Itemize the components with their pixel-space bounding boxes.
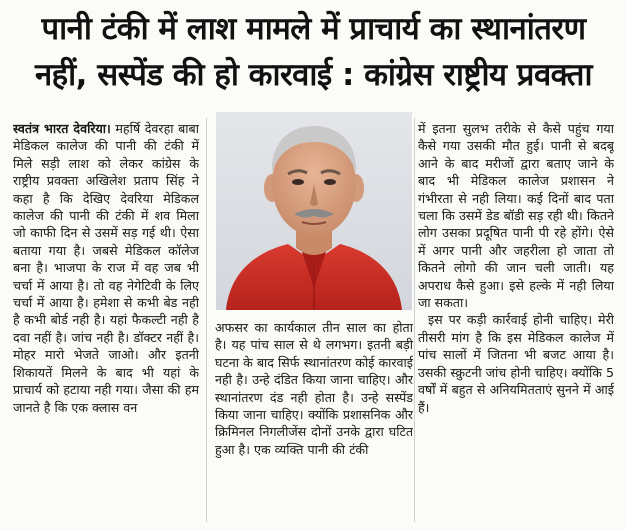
headline bbox=[0, 6, 627, 98]
column-2-text: अफसर का कार्यकाल तीन साल का होता है। यह पांच साल से थे लगभग। इतनी बड़ी घटना के बाद सिर्फ स्थानांतरण कोई कारवाई नही है। उन्हे दंडित किया जाना चाहिए। और स्थानांतरण दंड नही होता है। उन्हे सस्पेंड किया जाना चाहिए। क्योंकि प्रशासनिक और क्रिमिनल निगलीजेंस दोनों उनके द्वारा घटित हुआ है। एक व्यक्ति पानी की टंकी bbox=[215, 320, 413, 457]
column-3-paragraph-1: में इतना सुलभ तरीके से कैसे पहुंच गया कैसे गया उसकी मौत हुई। पानी से बदबू आने के बाद मरीजों द्वारा बताए जाने के बाद भी मेडिकल कालेज प्रशासन ने गंभीरता से नही लिया। कई दिनों बाद पता चला कि उसमें डेड बॉडी सड़ रही थी। कितने लोग उसका प्रदूषित पानी पी रहे होंगे। ऐसे में अगर पानी और जहरीला हो जाता तो कितने लोगो की जान चली जाती। यह अपराध कैसे हुआ। इसे हल्के में नही लिया जा सकता। bbox=[418, 121, 614, 311]
column-divider bbox=[414, 118, 415, 522]
headline-line-1: पानी टंकी में लाश मामले में प्राचार्य का स्थानांतरण bbox=[41, 11, 586, 47]
article-column-3 bbox=[418, 120, 614, 516]
column-1-text: महर्षि देवरहा बाबा मेडिकल कालेज की पानी की टंकी में मिले सड़ी लाश को लेकर कांग्रेस के राष्ट्रीय प्रवक्ता अखिलेश प्रताप सिंह ने कहा है कि देखिए देवरिया मेडिकल कालेज की पानी की टंकी में शव मिला जो काफी दिन से उसमें सड़ गई थी। ऐसा बताया गया है। जबसे मेडिकल कॉलेज बना है। भाजपा के राज में वह जब भी चर्चा में आया है। तो वह नेगेटिवी के लिए चर्चा में आया है। हमेशा से कभी बेड नही है कभी बोर्ड नही है। यहां फैकल्टी नही है दवा नहीं है। जांच नही है। डॉक्टर नहीं है। मोहर मारो भेजते जाओ। और इतनी शिकायतें मिलने के बाद भी यहां के प्राचार्य को हटाया नही गया। जैसा की हम जानते है कि एक क्लास वन bbox=[13, 121, 199, 415]
article-column-1 bbox=[13, 120, 199, 522]
column-divider bbox=[206, 118, 207, 522]
column-3-paragraph-2: इस पर कड़ी कार्रवाई होनी चाहिए। मेरी तीसरी मांग है कि इस मेडिकल कालेज में पांच सालों में जितना भी बजट आया है। उसकी स्क्रुटनी जांच होनी चाहिए। क्योंकि 5 वर्षों में बहुत से अनियमितताएं सुनने में आई हैं। bbox=[418, 312, 614, 415]
spokesperson-portrait bbox=[216, 112, 412, 310]
spokesperson-photo bbox=[216, 112, 412, 310]
article-column-2 bbox=[215, 319, 413, 523]
dateline: स्वतंत्र भारत देवरिया। bbox=[13, 121, 111, 136]
headline-line-2: नहीं, सस्पेंड की हो कारवाई : कांग्रेस राष्ट्रीय प्रवक्ता bbox=[34, 57, 593, 93]
